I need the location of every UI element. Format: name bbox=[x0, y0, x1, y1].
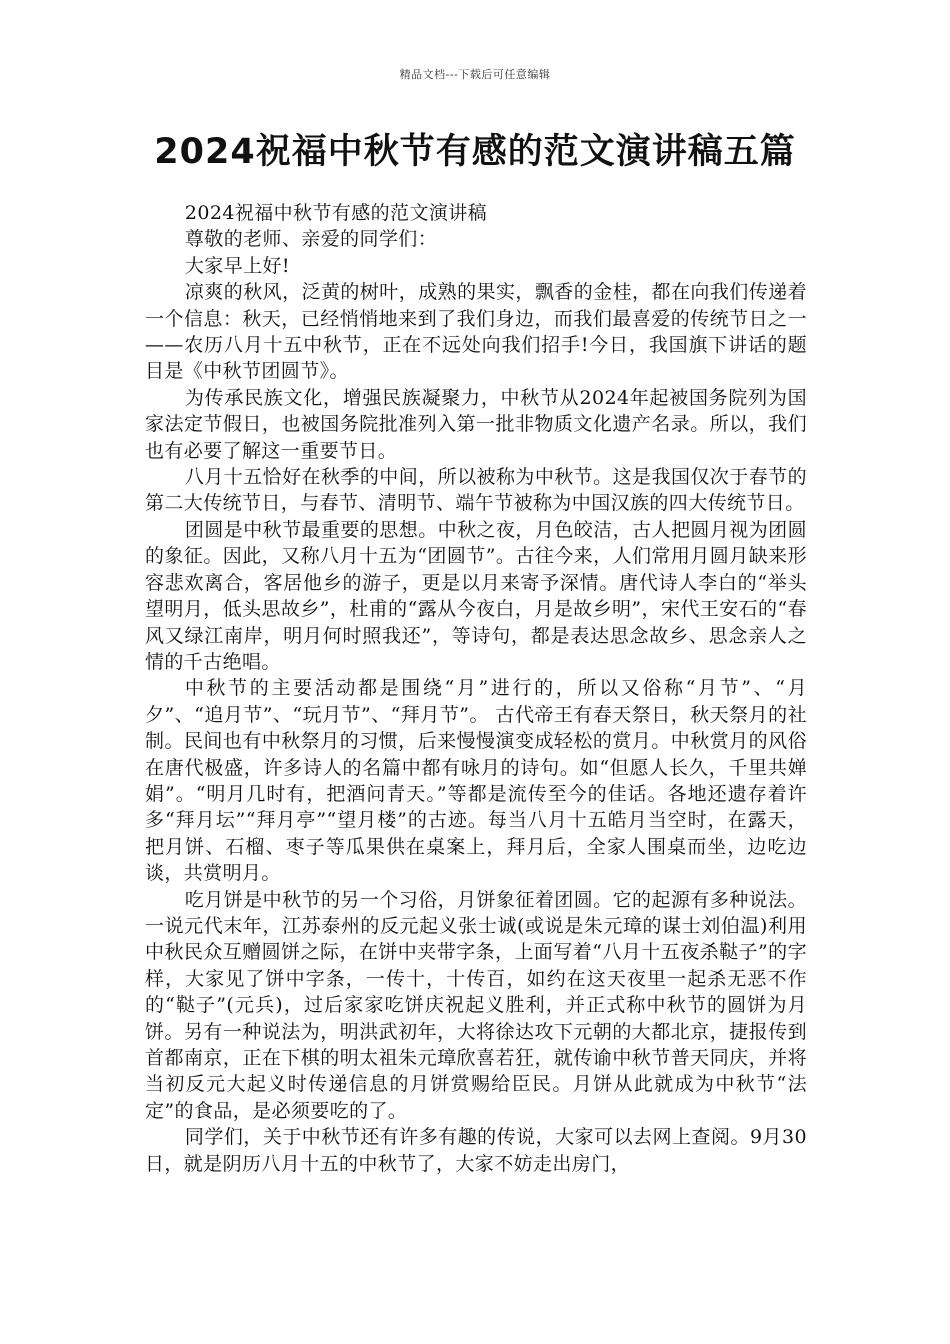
document-title: 2024祝福中秋节有感的范文演讲稿五篇 bbox=[154, 132, 796, 172]
paragraph-greeting: 大家早上好! bbox=[184, 254, 290, 277]
page-header-note: 精品文档---下载后可任意编辑 bbox=[399, 68, 551, 81]
paragraph: 吃月饼是中秋节的另一个习俗，月饼象征着团圆。它的起源有多种说法。一说元代末年，江苏泰州的反元起义张士诚(或说是朱元璋的谋士刘伯温)利用中秋民众互赠圆饼之际，在饼中夹带字条，上面写着“八月十五夜杀鞑子”的字样，大家见了饼中字条，一传十，十传百，如约在这天夜里一起杀无恶不作的“鞑子”(元兵)，过后家家吃饼庆祝起义胜利，并正式称中秋节的圆饼为月饼。另有一种说法为，明洪武初年，大将徐达攻下元朝的大都北京，捷报传到首都南京，正在下棋的明太祖朱元璋欣喜若狂，就传谕中秋节普天同庆，并将当初反元大起义时传递信息的月饼赏赐给臣民。月饼从此就成为中秋节“法定”的食品，是必须要吃的了。 bbox=[145, 888, 807, 1122]
paragraph: 同学们，关于中秋节还有许多有趣的传说，大家可以去网上查阅。9月30日，就是阴历八月十五的中秋节了，大家不妨走出房门， bbox=[145, 1126, 807, 1175]
paragraph: 团圆是中秋节最重要的思想。中秋之夜，月色皎洁，古人把圆月视为团圆的象征。因此，又称八月十五为“团圆节”。古往今来，人们常用月圆月缺来形容悲欢离合，客居他乡的游子，更是以月来寄予深情。唐代诗人李白的“举头望明月，低头思故乡”，杜甫的“露从今夜白，月是故乡明”，宋代王安石的“春风又绿江南岸，明月何时照我还”，等诗句，都是表达思念故乡、思念亲人之情的千古绝唱。 bbox=[145, 518, 807, 673]
document-body bbox=[145, 200, 807, 1177]
paragraph: 为传承民族文化，增强民族凝聚力，中秋节从2024年起被国务院列为国家法定节假日，也被国务院批准列入第一批非物质文化遗产名录。所以，我们也有必要了解这一重要节日。 bbox=[145, 386, 807, 462]
paragraph: 中秋节的主要活动都是围绕“月”进行的，所以又俗称“月节”、“月夕”、“追月节”、“玩月节”、“拜月节”。 古代帝王有春天祭日，秋天祭月的社制。民间也有中秋祭月的习惯，后来慢慢演变成轻松的赏月。中秋赏月的风俗在唐代极盛，许多诗人的名篇中都有咏月的诗句。如“但愿人长久，千里共婵娟”。“明月几时有，把酒问青天。”等都是流传至今的佳话。各地还遗存着许多“拜月坛”“拜月亭”“望月楼”的古迹。每当八月十五皓月当空时，在露天，把月饼、石榴、枣子等瓜果供在桌案上，拜月后，全家人围桌而坐，边吃边谈，共赏明月。 bbox=[145, 677, 807, 885]
paragraph-subtitle: 2024祝福中秋节有感的范文演讲稿 bbox=[184, 202, 488, 224]
paragraph-salutation: 尊敬的老师、亲爱的同学们： bbox=[184, 228, 438, 251]
paragraph: 八月十五恰好在秋季的中间，所以被称为中秋节。这是我国仅次于春节的第二大传统节日，与春节、清明节、端午节被称为中国汉族的四大传统节日。 bbox=[145, 466, 807, 515]
paragraph: 凉爽的秋风，泛黄的树叶，成熟的果实，飘香的金桂，都在向我们传递着一个信息：秋天，已经悄悄地来到了我们身边，而我们最喜爱的传统节日之一——农历八月十五中秋节，正在不远处向我们招手!今日，我国旗下讲话的题目是《中秋节团圆节》。 bbox=[145, 281, 807, 383]
